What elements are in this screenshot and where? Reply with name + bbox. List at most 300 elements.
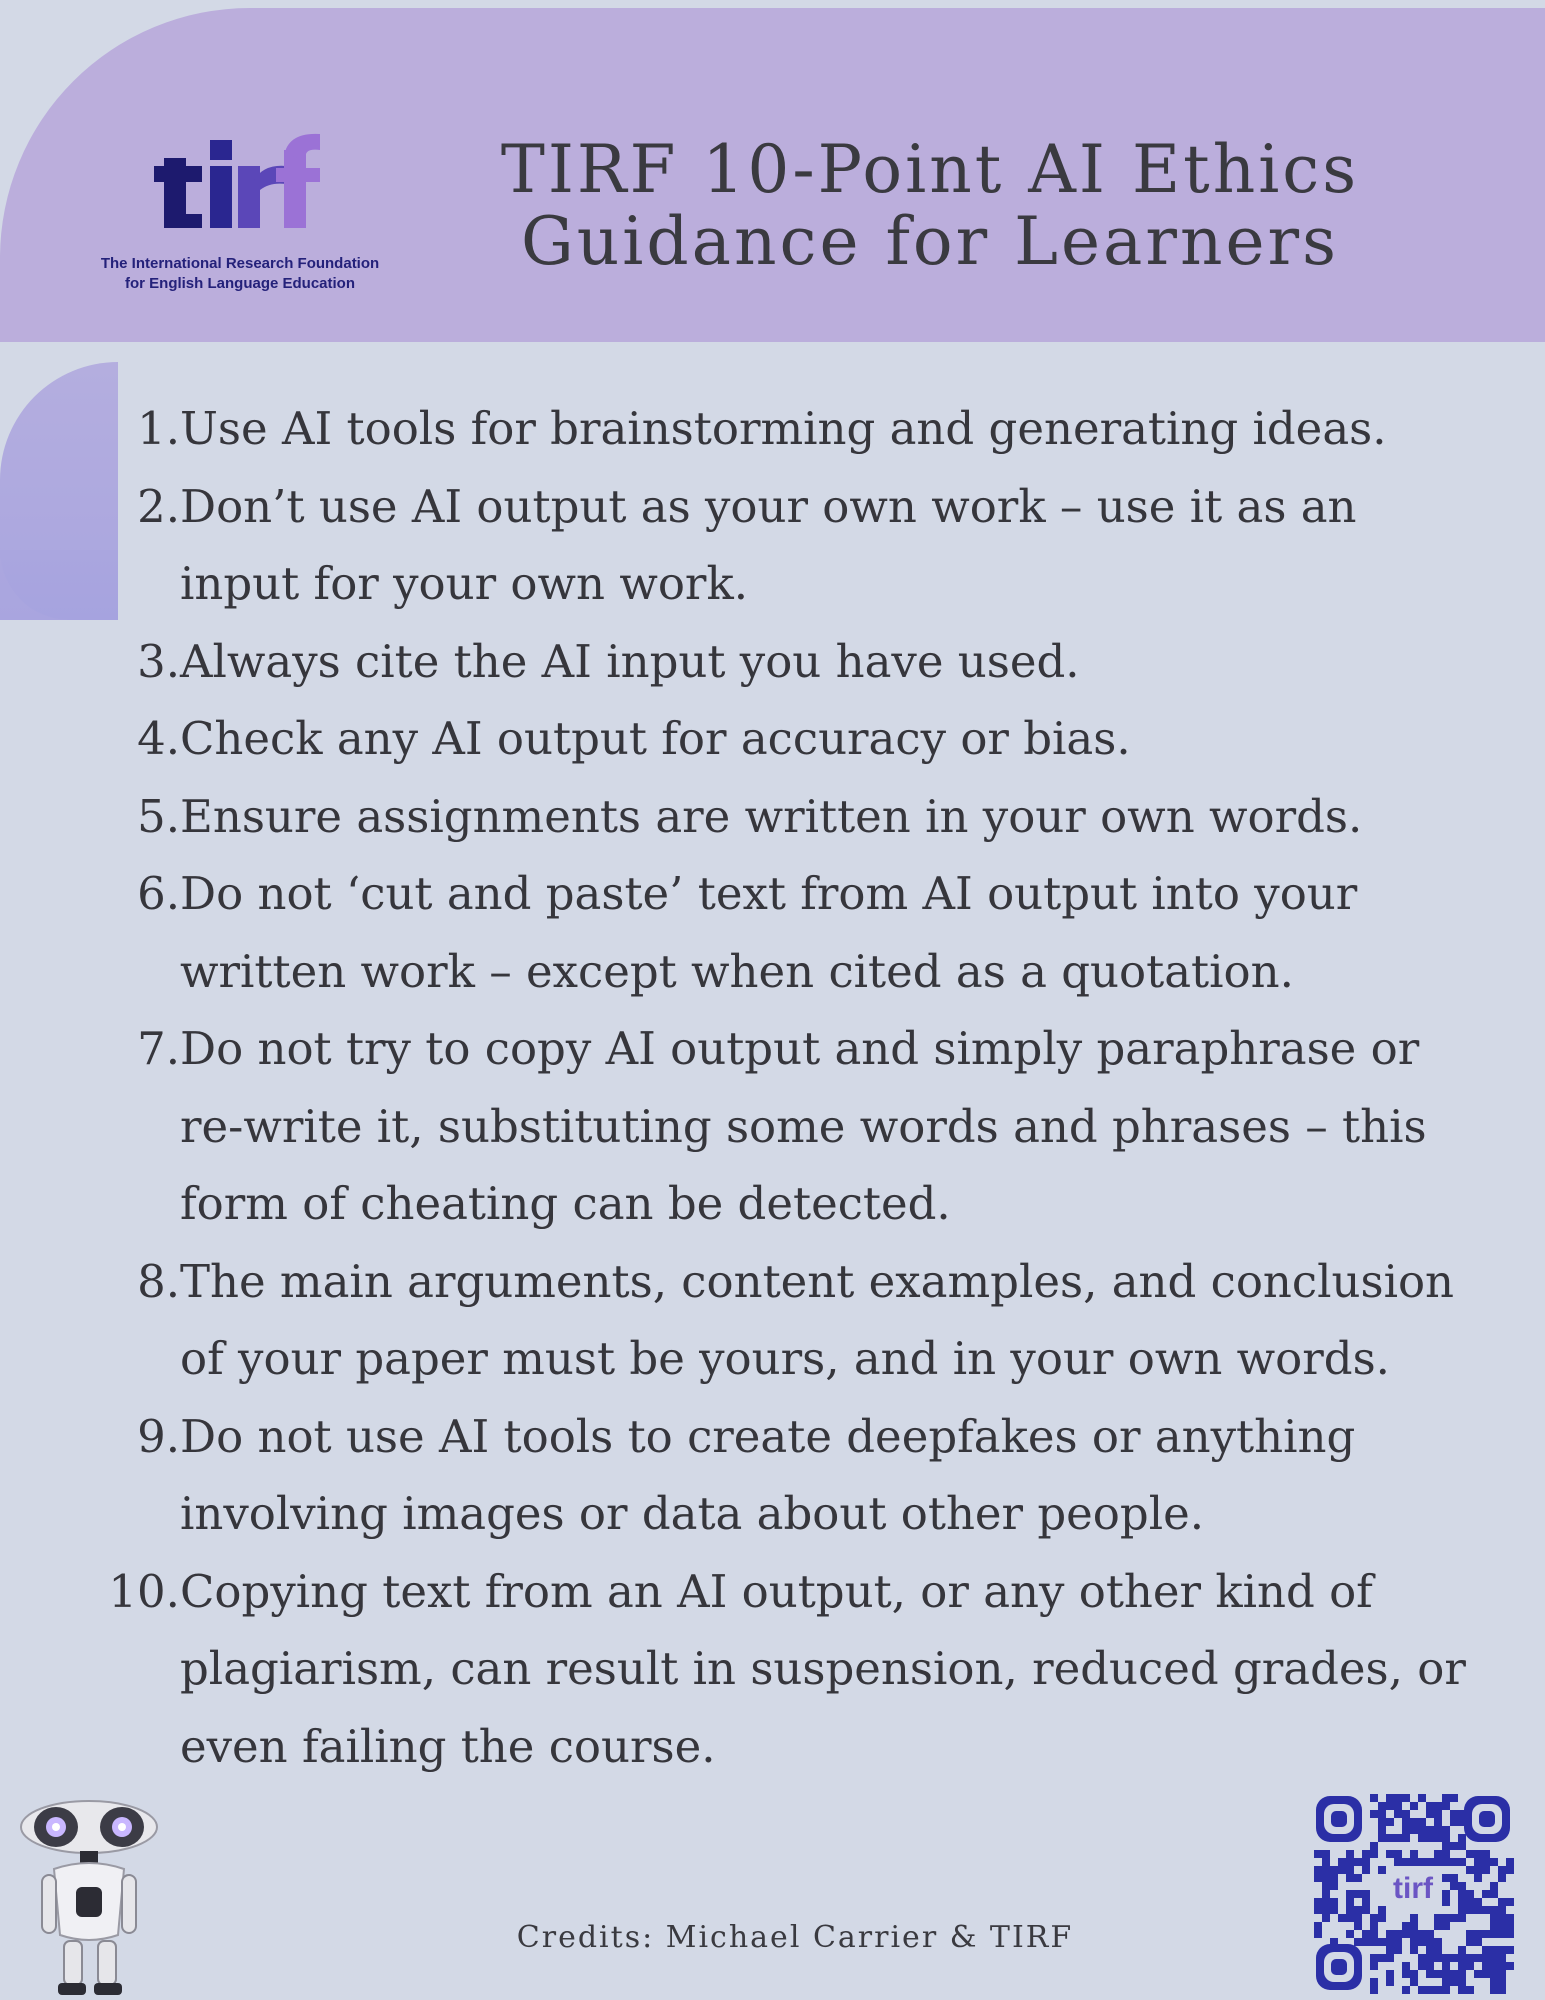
qr-module: [1498, 1874, 1506, 1882]
qr-module: [1466, 1986, 1474, 1994]
qr-module: [1450, 1954, 1458, 1962]
qr-module: [1442, 1962, 1450, 1970]
qr-module: [1418, 1930, 1426, 1938]
qr-module: [1330, 1866, 1338, 1874]
qr-module: [1466, 1906, 1474, 1914]
list-item: [100, 1553, 1500, 1786]
qr-module: [1482, 1850, 1490, 1858]
qr-module: [1418, 1818, 1426, 1826]
qr-module: [1322, 1850, 1330, 1858]
qr-module: [1458, 1842, 1466, 1850]
item-number: 2.: [137, 479, 180, 533]
qr-module: [1498, 1978, 1506, 1986]
qr-module: [1386, 1938, 1394, 1946]
tirf-logo: [80, 128, 410, 298]
qr-module: [1330, 1898, 1338, 1906]
qr-module: [1410, 1914, 1418, 1922]
robot-icon: [14, 1795, 164, 2000]
item-text: Use AI tools for brainstorming and generating ideas.: [180, 402, 1387, 455]
qr-module: [1386, 1850, 1394, 1858]
qr-module: [1458, 1970, 1466, 1978]
qr-module: [1434, 1834, 1442, 1842]
qr-module: [1450, 1794, 1458, 1802]
qr-module: [1482, 1946, 1490, 1954]
qr-module: [1354, 1858, 1362, 1866]
qr-module: [1466, 1954, 1474, 1962]
qr-module: [1426, 1970, 1434, 1978]
qr-module: [1394, 1802, 1402, 1810]
qr-module: [1402, 1858, 1410, 1866]
qr-module: [1410, 1978, 1418, 1986]
qr-module: [1322, 1890, 1330, 1898]
qr-module: [1474, 1954, 1482, 1962]
item-text: Do not ‘cut and paste’ text from AI output into your written work – except when cited as a quotation.: [180, 867, 1358, 998]
qr-module: [1442, 1858, 1450, 1866]
qr-module: [1434, 1810, 1442, 1818]
qr-module: [1402, 1818, 1410, 1826]
qr-module: [1330, 1882, 1338, 1890]
qr-module: [1386, 1794, 1394, 1802]
qr-module: [1450, 1842, 1458, 1850]
qr-module: [1346, 1898, 1354, 1906]
qr-module: [1354, 1914, 1362, 1922]
qr-module: [1370, 1842, 1378, 1850]
qr-module: [1426, 1834, 1434, 1842]
qr-module: [1386, 1818, 1394, 1826]
qr-module: [1490, 1890, 1498, 1898]
logo-tagline-line1: The International Research Foundation: [100, 255, 380, 272]
qr-module: [1394, 1938, 1402, 1946]
qr-module: [1434, 1850, 1442, 1858]
qr-module: [1458, 1834, 1466, 1842]
qr-module: [1322, 1906, 1330, 1914]
qr-module: [1466, 1898, 1474, 1906]
qr-module: [1362, 1866, 1370, 1874]
qr-module: [1434, 1922, 1442, 1930]
qr-module: [1330, 1938, 1338, 1946]
qr-module: [1314, 1874, 1322, 1882]
qr-module: [1474, 1970, 1482, 1978]
item-number: 10.: [108, 1564, 180, 1618]
qr-module: [1434, 1954, 1442, 1962]
qr-module: [1426, 1962, 1434, 1970]
qr-module: [1322, 1882, 1330, 1890]
qr-module: [1370, 1810, 1378, 1818]
qr-module: [1474, 1906, 1482, 1914]
qr-module: [1442, 1978, 1450, 1986]
qr-module: [1402, 1834, 1410, 1842]
qr-module: [1314, 1922, 1322, 1930]
qr-module: [1362, 1906, 1370, 1914]
qr-module: [1450, 1810, 1458, 1818]
qr-module: [1442, 1922, 1450, 1930]
qr-module: [1498, 1906, 1506, 1914]
qr-module: [1498, 1898, 1506, 1906]
list-item: [100, 468, 1500, 623]
qr-module: [1442, 1986, 1450, 1994]
qr-module: [1442, 1794, 1450, 1802]
qr-module: [1490, 1986, 1498, 1994]
qr-module: [1482, 1970, 1490, 1978]
qr-module: [1314, 1898, 1322, 1906]
qr-module: [1394, 1794, 1402, 1802]
qr-module: [1490, 1946, 1498, 1954]
qr-module: [1442, 1802, 1450, 1810]
qr-module: [1506, 1858, 1514, 1866]
qr-module: [1370, 1930, 1378, 1938]
qr-module: [1426, 1954, 1434, 1962]
qr-module: [1458, 1986, 1466, 1994]
qr-module: [1482, 1930, 1490, 1938]
qr-module: [1346, 1906, 1354, 1914]
qr-module: [1450, 1882, 1458, 1890]
qr-module: [1418, 1954, 1426, 1962]
qr-module: [1418, 1986, 1426, 1994]
qr-module: [1338, 1858, 1346, 1866]
qr-module: [1458, 1810, 1466, 1818]
qr-module: [1474, 1898, 1482, 1906]
item-text: Do not use AI tools to create deepfakes or anything involving images or data about other people.: [180, 1409, 1356, 1540]
item-number: 1.: [137, 402, 180, 455]
qr-module: [1482, 1858, 1490, 1866]
qr-module: [1402, 1962, 1410, 1970]
qr-module: [1314, 1906, 1322, 1914]
qr-module: [1498, 1930, 1506, 1938]
qr-module: [1498, 1866, 1506, 1874]
qr-module: [1330, 1874, 1338, 1882]
guidelines-list: [100, 390, 1500, 1785]
qr-module: [1434, 1946, 1442, 1954]
qr-module: [1466, 1866, 1474, 1874]
qr-module: [1450, 1818, 1458, 1826]
qr-module: [1322, 1858, 1330, 1866]
qr-module: [1490, 1962, 1498, 1970]
qr-module: [1370, 1962, 1378, 1970]
item-text: Check any AI output for accuracy or bias.: [180, 712, 1131, 765]
qr-module: [1466, 1850, 1474, 1858]
qr-module: [1370, 1938, 1378, 1946]
page-title: [430, 131, 1430, 280]
item-text: Don’t use AI output as your own work – use it as an input for your own work.: [180, 479, 1357, 610]
list-item: [100, 700, 1500, 778]
qr-module: [1354, 1922, 1362, 1930]
qr-module: [1434, 1826, 1442, 1834]
qr-module: [1458, 1890, 1466, 1898]
qr-center-logo: tirf: [1393, 1872, 1433, 1905]
qr-module: [1490, 1914, 1498, 1922]
qr-module: [1418, 1826, 1426, 1834]
list-item: [100, 1398, 1500, 1553]
qr-module: [1482, 1890, 1490, 1898]
qr-module: [1442, 1834, 1450, 1842]
qr-module: [1346, 1890, 1354, 1898]
qr-module: [1418, 1938, 1426, 1946]
item-text: Do not try to copy AI output and simply paraphrase or re-write it, substituting some words and phrases – this form of cheating can be detected.: [180, 1022, 1427, 1230]
qr-module: [1410, 1970, 1418, 1978]
qr-module: [1490, 1858, 1498, 1866]
qr-module: [1474, 1930, 1482, 1938]
qr-module: [1506, 1922, 1514, 1930]
qr-module: [1410, 1818, 1418, 1826]
qr-module: [1378, 1818, 1386, 1826]
qr-module: [1442, 1842, 1450, 1850]
qr-module: [1458, 1858, 1466, 1866]
qr-module: [1370, 1914, 1378, 1922]
qr-module: [1490, 1978, 1498, 1986]
qr-module: [1490, 1922, 1498, 1930]
qr-module: [1450, 1978, 1458, 1986]
qr-module: [1386, 1802, 1394, 1810]
qr-module: [1442, 1914, 1450, 1922]
qr-module: [1386, 1834, 1394, 1842]
qr-module: [1426, 1946, 1434, 1954]
qr-module: [1402, 1970, 1410, 1978]
item-number: 8.: [137, 1254, 180, 1308]
qr-module: [1434, 1986, 1442, 1994]
qr-module: [1362, 1930, 1370, 1938]
list-item: [100, 623, 1500, 701]
qr-module: [1378, 1906, 1386, 1914]
qr-module: [1442, 1898, 1450, 1906]
qr-module: [1410, 1930, 1418, 1938]
qr-module: [1490, 1882, 1498, 1890]
qr-module: [1378, 1834, 1386, 1842]
qr-module: [1386, 1970, 1394, 1978]
qr-module: [1330, 1906, 1338, 1914]
qr-module: [1442, 1850, 1450, 1858]
qr-module: [1346, 1858, 1354, 1866]
qr-module: [1346, 1874, 1354, 1882]
qr-module: [1482, 1954, 1490, 1962]
qr-module: [1458, 1946, 1466, 1954]
qr-module: [1506, 1914, 1514, 1922]
qr-module: [1458, 1954, 1466, 1962]
qr-module: [1378, 1826, 1386, 1834]
qr-module: [1418, 1962, 1426, 1970]
credits: Credits: Michael Carrier & TIRF: [516, 1920, 1074, 1955]
qr-module: [1354, 1906, 1362, 1914]
qr-module: [1434, 1858, 1442, 1866]
qr-module: [1346, 1850, 1354, 1858]
item-number: 5.: [137, 789, 180, 843]
qr-module: [1498, 1986, 1506, 1994]
qr-module: [1426, 1826, 1434, 1834]
item-number: 3.: [137, 634, 180, 688]
item-text: Copying text from an AI output, or any other kind of plagiarism, can result in suspension, reduced grades, or even failing the course.: [180, 1564, 1466, 1773]
item-text: Ensure assignments are written in your own words.: [180, 789, 1363, 843]
qr-module: [1426, 1986, 1434, 1994]
qr-module: [1442, 1890, 1450, 1898]
list-item: [100, 390, 1500, 468]
item-text: The main arguments, content examples, and conclusion of your paper must be yours, and in your own words.: [180, 1254, 1455, 1385]
qr-module: [1450, 1858, 1458, 1866]
list-item: [100, 855, 1500, 1010]
qr-module: [1482, 1866, 1490, 1874]
qr-module: [1466, 1930, 1474, 1938]
qr-module: [1466, 1938, 1474, 1946]
qr-module: [1434, 1970, 1442, 1978]
qr-module: [1410, 1826, 1418, 1834]
qr-module: [1498, 1946, 1506, 1954]
logo-tagline-line2: for English Language Education: [124, 275, 355, 292]
qr-module: [1394, 1858, 1402, 1866]
logo-tagline: [80, 254, 400, 294]
qr-module: [1434, 1938, 1442, 1946]
qr-module: [1498, 1914, 1506, 1922]
qr-module: [1458, 1818, 1466, 1826]
qr-module: [1378, 1866, 1386, 1874]
qr-module: [1322, 1898, 1330, 1906]
qr-module: [1402, 1986, 1410, 1994]
qr-module: [1450, 1874, 1458, 1882]
qr-module: [1498, 1962, 1506, 1970]
qr-module: [1506, 1962, 1514, 1970]
qr-module: [1490, 1954, 1498, 1962]
qr-module: [1322, 1914, 1330, 1922]
qr-module: [1394, 1850, 1402, 1858]
qr-module: [1394, 1930, 1402, 1938]
qr-module: [1362, 1858, 1370, 1866]
qr-module: [1434, 1818, 1442, 1826]
qr-module: [1442, 1826, 1450, 1834]
qr-module: [1474, 1858, 1482, 1866]
qr-module: [1354, 1874, 1362, 1882]
qr-module: [1314, 1930, 1322, 1938]
qr-module: [1450, 1914, 1458, 1922]
qr-module: [1394, 1834, 1402, 1842]
item-text: Always cite the AI input you have used.: [180, 634, 1080, 688]
qr-module: [1458, 1962, 1466, 1970]
qr-module: [1338, 1914, 1346, 1922]
qr-module: [1442, 1954, 1450, 1962]
qr-module: [1346, 1930, 1354, 1938]
qr-module: [1410, 1946, 1418, 1954]
qr-module: [1466, 1890, 1474, 1898]
qr-module: [1378, 1802, 1386, 1810]
qr-module: [1498, 1922, 1506, 1930]
qr-module: [1490, 1970, 1498, 1978]
item-number: 9.: [137, 1409, 180, 1463]
qr-module: [1506, 1946, 1514, 1954]
item-number: 7.: [137, 1022, 180, 1075]
qr-module: [1426, 1930, 1434, 1938]
qr-module: [1434, 1802, 1442, 1810]
qr-module: [1458, 1882, 1466, 1890]
qr-module: [1418, 1858, 1426, 1866]
qr-module: [1378, 1810, 1386, 1818]
qr-module: [1474, 1850, 1482, 1858]
qr-module: [1386, 1930, 1394, 1938]
qr-module: [1474, 1874, 1482, 1882]
qr-module: [1322, 1866, 1330, 1874]
title-line-1: TIRF 10-Point AI Ethics: [500, 131, 1360, 208]
title-line-2: Guidance for Learners: [521, 203, 1339, 280]
qr-module: [1402, 1810, 1410, 1818]
qr-module: [1378, 1954, 1386, 1962]
qr-module: [1402, 1794, 1410, 1802]
qr-module: [1370, 1954, 1378, 1962]
qr-module: [1426, 1858, 1434, 1866]
qr-module: [1498, 1954, 1506, 1962]
qr-module: [1370, 1922, 1378, 1930]
qr-module: [1418, 1834, 1426, 1842]
qr-module: [1314, 1850, 1322, 1858]
qr-module: [1394, 1946, 1402, 1954]
qr-code-icon[interactable]: [1312, 1792, 1514, 1994]
qr-module: [1410, 1850, 1418, 1858]
qr-module: [1506, 1898, 1514, 1906]
qr-module: [1458, 1898, 1466, 1906]
qr-module: [1482, 1906, 1490, 1914]
qr-module: [1322, 1874, 1330, 1882]
qr-module: [1466, 1962, 1474, 1970]
qr-module: [1362, 1898, 1370, 1906]
qr-module: [1338, 1866, 1346, 1874]
qr-module: [1386, 1954, 1394, 1962]
qr-module: [1490, 1906, 1498, 1914]
qr-module: [1410, 1858, 1418, 1866]
qr-module: [1506, 1866, 1514, 1874]
qr-module: [1482, 1962, 1490, 1970]
qr-module: [1410, 1802, 1418, 1810]
qr-module: [1378, 1938, 1386, 1946]
qr-module: [1458, 1978, 1466, 1986]
qr-module: [1370, 1794, 1378, 1802]
item-number: 6.: [137, 867, 180, 920]
qr-module: [1370, 1986, 1378, 1994]
qr-module: [1386, 1946, 1394, 1954]
qr-module: [1354, 1890, 1362, 1898]
qr-module: [1370, 1978, 1378, 1986]
qr-module: [1370, 1850, 1378, 1858]
qr-module: [1458, 1914, 1466, 1922]
qr-module: [1450, 1970, 1458, 1978]
qr-module: [1458, 1906, 1466, 1914]
qr-module: [1442, 1970, 1450, 1978]
qr-module: [1474, 1938, 1482, 1946]
list-item: [100, 1010, 1500, 1243]
qr-module: [1426, 1810, 1434, 1818]
qr-module: [1362, 1850, 1370, 1858]
list-item: [100, 778, 1500, 856]
qr-module: [1418, 1794, 1426, 1802]
qr-module: [1410, 1938, 1418, 1946]
qr-module: [1410, 1922, 1418, 1930]
qr-module: [1354, 1938, 1362, 1946]
qr-module: [1426, 1802, 1434, 1810]
qr-module: [1362, 1938, 1370, 1946]
qr-module: [1442, 1874, 1450, 1882]
qr-module: [1490, 1930, 1498, 1938]
list-item: [100, 1243, 1500, 1398]
qr-module: [1394, 1810, 1402, 1818]
qr-module: [1378, 1914, 1386, 1922]
qr-module: [1426, 1938, 1434, 1946]
tirf-logo-mark: [154, 128, 334, 248]
qr-module: [1402, 1930, 1410, 1938]
qr-module: [1346, 1866, 1354, 1874]
qr-module: [1474, 1866, 1482, 1874]
qr-module: [1346, 1914, 1354, 1922]
qr-module: [1402, 1826, 1410, 1834]
qr-module: [1498, 1970, 1506, 1978]
qr-module: [1386, 1978, 1394, 1986]
qr-module: [1314, 1866, 1322, 1874]
item-number: 4.: [137, 712, 180, 765]
qr-module: [1434, 1914, 1442, 1922]
qr-module: [1402, 1922, 1410, 1930]
qr-module: [1362, 1890, 1370, 1898]
